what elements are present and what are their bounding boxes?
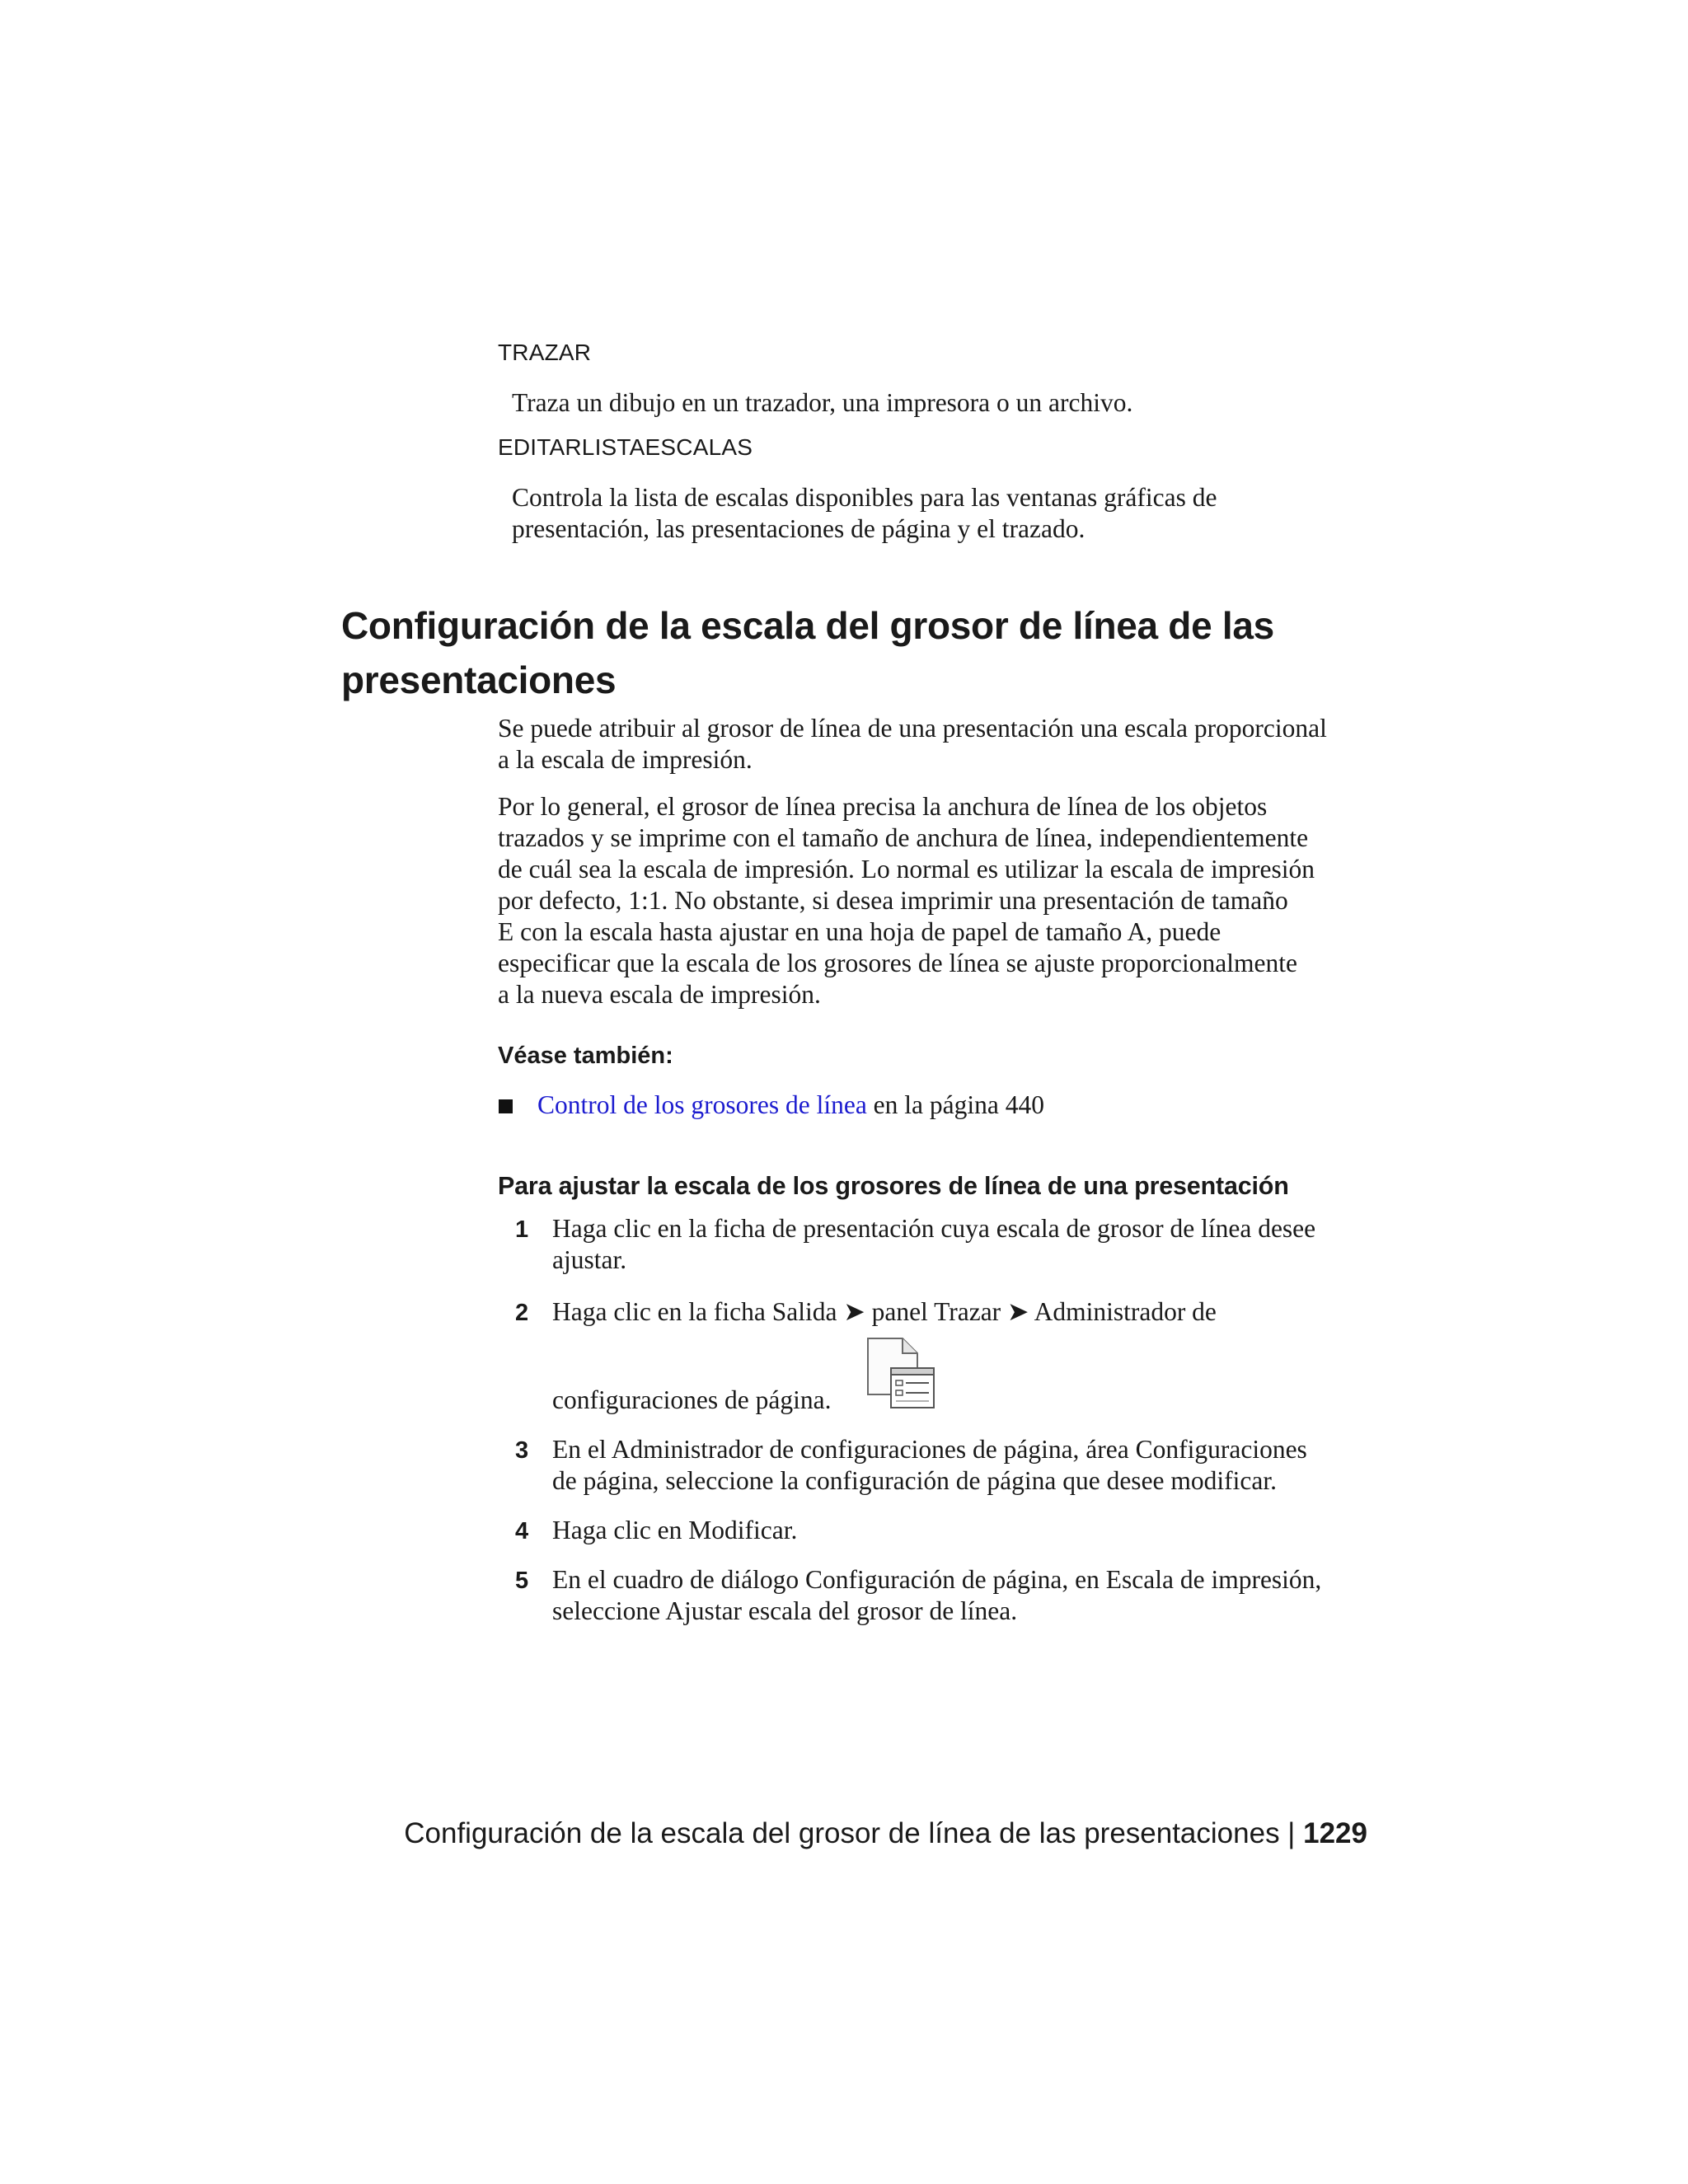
see-also-link[interactable]: Control de los grosores de línea xyxy=(537,1090,867,1119)
description-line: presentación, las presentaciones de página y el trazado. xyxy=(512,514,1085,543)
section-title-line: presentaciones xyxy=(341,658,617,701)
step-text xyxy=(552,1213,1315,1276)
paragraph-line: trazados y se imprime con el tamaño de anchura de línea, independientemente xyxy=(498,823,1309,852)
step-number: 5 xyxy=(515,1568,529,1594)
step-number: 2 xyxy=(515,1300,529,1326)
paragraph-line: a la nueva escala de impresión. xyxy=(498,980,821,1009)
footer-separator: | xyxy=(1279,1817,1304,1849)
step-line: Haga clic en la ficha Salida ➤ panel Trazar ➤ Administrador de xyxy=(552,1297,1217,1326)
paragraph-line: E con la escala hasta ajustar en una hoja de papel de tamaño A, puede xyxy=(498,917,1221,946)
paragraph-line: Se puede atribuir al grosor de línea de una presentación una escala proporcional xyxy=(498,714,1327,743)
command-description-trazar: Traza un dibujo en un trazador, una impresora o un archivo. xyxy=(512,388,1133,417)
step-line: En el Administrador de configuraciones de página, área Configuraciones xyxy=(552,1435,1307,1464)
see-also-label: Véase también: xyxy=(498,1043,673,1069)
bullet-square-icon xyxy=(499,1099,513,1118)
paragraph-line: a la escala de impresión. xyxy=(498,745,753,774)
see-also-item xyxy=(537,1090,1044,1121)
section-title-line: Configuración de la escala del grosor de línea de las xyxy=(341,604,1274,647)
page-number: 1229 xyxy=(1303,1817,1367,1849)
see-also-page-ref: en la página 440 xyxy=(866,1090,1044,1119)
command-name-trazar: TRAZAR xyxy=(498,340,592,365)
paragraph-line: Por lo general, el grosor de línea precisa la anchura de línea de los objetos xyxy=(498,792,1268,821)
step-line: Haga clic en la ficha de presentación cuya escala de grosor de línea desee xyxy=(552,1214,1316,1243)
footer-title: Configuración de la escala del grosor de línea de las presentaciones xyxy=(404,1817,1280,1849)
step-text xyxy=(552,1515,797,1546)
step-line: En el cuadro de diálogo Configuración de página, en Escala de impresión, xyxy=(552,1565,1322,1594)
command-description-editarlistaescalas xyxy=(512,482,1217,545)
page-setup-manager-icon xyxy=(866,1337,935,1413)
command-name-editarlistaescalas: EDITARLISTAESCALAS xyxy=(498,434,753,460)
description-line: Controla la lista de escalas disponibles para las ventanas gráficas de xyxy=(512,483,1217,512)
step-number: 3 xyxy=(515,1437,529,1464)
intro-paragraph xyxy=(498,713,1327,776)
step-number: 1 xyxy=(515,1216,529,1243)
body-paragraph xyxy=(498,791,1315,1010)
step-line: seleccione Ajustar escala del grosor de línea. xyxy=(552,1596,1018,1625)
paragraph-line: especificar que la escala de los grosores de línea se ajuste proporcionalmente xyxy=(498,949,1297,977)
paragraph-line: por defecto, 1:1. No obstante, si desea imprimir una presentación de tamaño xyxy=(498,886,1288,915)
paragraph-line: de cuál sea la escala de impresión. Lo normal es utilizar la escala de impresión xyxy=(498,855,1315,883)
step-text xyxy=(552,1434,1307,1497)
procedure-title: Para ajustar la escala de los grosores de línea de una presentación xyxy=(498,1172,1289,1200)
step-line: configuraciones de página. xyxy=(552,1385,832,1414)
step-line: ajustar. xyxy=(552,1245,627,1274)
step-line: Haga clic en Modificar. xyxy=(552,1516,798,1544)
step-text xyxy=(552,1564,1321,1627)
section-title xyxy=(341,598,1274,707)
step-number: 4 xyxy=(515,1518,529,1544)
page-footer xyxy=(404,1817,1367,1850)
step-line: de página, seleccione la configuración de página que desee modificar. xyxy=(552,1466,1277,1495)
